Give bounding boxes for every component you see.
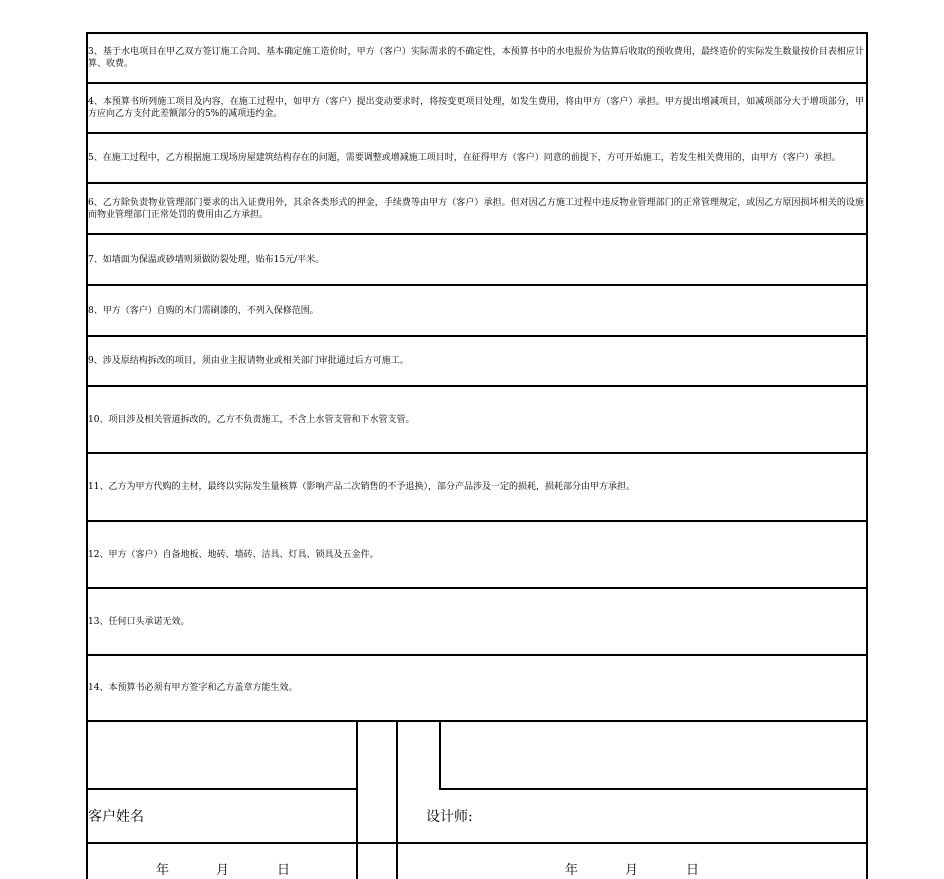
table-right-border (866, 32, 868, 879)
designer-label: 设计师: (426, 809, 473, 825)
signature-column-divider (396, 720, 398, 879)
term-5: 5、在施工过程中，乙方根据施工现场房屋建筑结构存在的问题，需要调整或增减施工项目时，在征得甲方（客户）同意的前提下，方可开始施工，若发生相关费用的，由甲方（客户）承担。 (88, 153, 841, 163)
left-date-month: 月 (216, 863, 230, 878)
signature-cell-border (86, 788, 358, 790)
term-14: 14、本预算书必须有甲方签字和乙方盖章方能生效。 (88, 683, 298, 693)
right-date-year: 年 (565, 863, 579, 878)
term-7: 7、如墙面为保温或砂墙则须做防裂处理，贴布15元/平米。 (88, 254, 325, 265)
term-13: 13、任何口头承诺无效。 (88, 616, 190, 627)
term-6: 6、乙方除负责物业管理部门要求的出入证费用外，其余各类形式的押金，手续费等由甲方（客户）承担。但对因乙方施工过程中违反物业管理部门的正常管理规定，或因乙方原因损坏相关的设施而物业管理部门正常处罚的费用由乙方承担。 (88, 197, 864, 220)
signature-column-divider (439, 720, 441, 790)
term-3: 3、基于水电项目在甲乙双方签订施工合同、基本确定施工造价时，甲方（客户）实际需求的不确定性，本预算书中的水电报价为估算后收取的预收费用，最终造价的实际发生数量按价目表相应计算、收费。 (88, 47, 864, 69)
term-12: 12、甲方（客户）自备地板、地砖、墙砖、洁具、灯具、锁具及五金件。 (88, 549, 379, 560)
signature-cell-border (440, 788, 868, 790)
right-date-month: 月 (625, 863, 639, 878)
term-10: 10、项目涉及相关管道拆改的，乙方不负责施工，不含上水管支管和下水管支管。 (88, 414, 415, 425)
left-date-year: 年 (156, 863, 170, 878)
customer-name-label: 客户姓名 (88, 809, 144, 825)
term-9: 9、涉及原结构拆改的项目，须由业主报请物业或相关部门审批通过后方可施工。 (88, 356, 409, 366)
signature-column-divider (356, 720, 358, 879)
left-date-day: 日 (277, 863, 291, 878)
term-4: 4、本预算书所列施工项目及内容，在施工过程中，如甲方（客户）提出变动要求时，将按变更项目处理，如发生费用，将由甲方（客户）承担。甲方提出增减项目，如减项部分大于增项部分，甲方应向乙方支付此差额部分的5%的减项违约金。 (88, 97, 864, 119)
term-11: 11、乙方为甲方代购的主材，最终以实际发生量核算（影响产品二次销售的不予退换），部分产品涉及一定的损耗，损耗部分由甲方承担。 (88, 482, 635, 492)
row-divider (86, 720, 868, 722)
term-8: 8、甲方（客户）自购的木门需刷漆的，不列入保修范围。 (88, 305, 319, 316)
row-divider (86, 842, 868, 844)
right-date-day: 日 (686, 863, 700, 878)
